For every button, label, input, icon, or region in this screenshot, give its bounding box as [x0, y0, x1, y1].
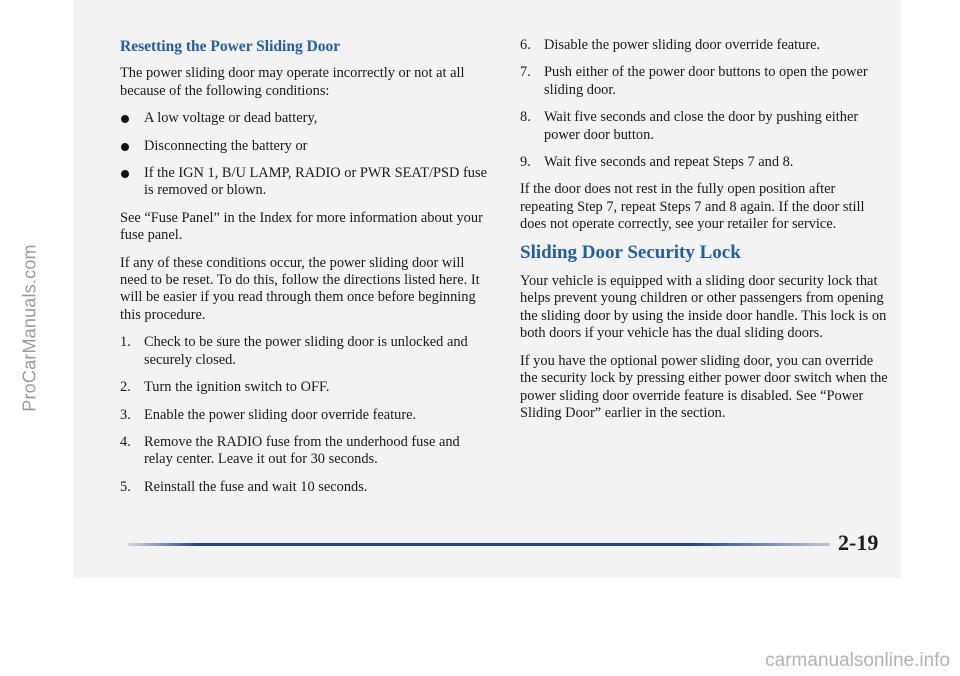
security-lock-paragraph-2: If you have the optional power sliding door, you can override the security lock by pressing either power door switch when the power sliding door override feature is disabled. See “Power Sliding Door” earlier in the section. — [520, 352, 888, 421]
door-not-rest-paragraph: If the door does not rest in the fully open position after repeating Step 7, repeat Steps 7 and 8 again. If the door still does not operate correctly, see your retailer for service. — [520, 181, 865, 233]
step-number: 5. — [120, 478, 131, 495]
step-text: Reinstall the fuse and wait 10 seconds. — [144, 478, 368, 495]
step-number: 8. — [520, 109, 531, 126]
condition-item — [120, 138, 492, 155]
footer-watermark: carmanualsonline.info — [765, 650, 950, 671]
step-item — [520, 37, 888, 54]
right-column — [520, 34, 888, 432]
step-text: Enable the power sliding door override feature. — [144, 406, 417, 423]
bullet-icon — [121, 170, 129, 178]
condition-text: If the IGN 1, B/U LAMP, RADIO or PWR SEAT/PSD fuse is removed or blown. — [144, 165, 487, 199]
step-item — [520, 109, 888, 144]
bullet-icon — [121, 115, 129, 123]
left-column — [120, 34, 492, 506]
step-item — [520, 154, 888, 171]
page-number: 2-19 — [838, 530, 879, 555]
condition-text: A low voltage or dead battery, — [144, 110, 318, 127]
footer-rule — [128, 543, 830, 546]
step-text: Check to be sure the power sliding door is unlocked and securely closed. — [144, 334, 468, 368]
condition-text: Disconnecting the battery or — [144, 137, 308, 154]
intro-paragraph: The power sliding door may operate incorrectly or not at all because of the following conditions: — [120, 65, 465, 99]
step-number: 4. — [120, 433, 131, 450]
reset-instructions-paragraph: If any of these conditions occur, the power sliding door will need to be reset. To do this, follow the directions listed here. It will be easier if you read through them once before beginning this procedure. — [120, 254, 480, 323]
bullet-icon — [121, 143, 129, 151]
steps-list-left — [120, 334, 492, 496]
step-text: Turn the ignition switch to OFF. — [144, 379, 330, 396]
condition-item — [120, 165, 492, 200]
step-text: Wait five seconds and close the door by pushing either power door button. — [544, 109, 859, 143]
step-item — [120, 334, 492, 369]
step-number: 3. — [120, 406, 131, 423]
step-item — [120, 407, 492, 424]
fuse-panel-reference: See “Fuse Panel” in the Index for more information about your fuse panel. — [120, 209, 483, 244]
side-watermark-text: ProCarManuals.com — [19, 244, 40, 412]
step-text: Wait five seconds and repeat Steps 7 and 8. — [544, 154, 794, 171]
step-text: Remove the RADIO fuse from the underhood fuse and relay center. Leave it out for 30 seconds. — [144, 433, 460, 468]
step-item — [120, 479, 492, 496]
conditions-list — [120, 110, 492, 200]
step-item — [520, 64, 888, 99]
section-heading-reset: Resetting the Power Sliding Door — [120, 38, 341, 55]
step-item — [120, 379, 492, 396]
step-text: Disable the power sliding door override feature. — [544, 37, 821, 53]
step-item — [120, 434, 492, 469]
step-number: 2. — [120, 379, 131, 396]
step-number: 1. — [120, 334, 131, 351]
steps-list-right — [520, 37, 888, 171]
step-number: 6. — [520, 37, 531, 53]
condition-item — [120, 110, 492, 127]
step-number: 7. — [520, 64, 531, 81]
step-number: 9. — [520, 154, 531, 171]
section-heading-security-lock: Sliding Door Security Lock — [520, 241, 741, 263]
step-text: Push either of the power door buttons to open the power sliding door. — [544, 64, 868, 98]
security-lock-paragraph-1: Your vehicle is equipped with a sliding door security lock that helps prevent young children or other passengers from opening the sliding door by using the inside door handle. This lock is on both doors if your vehicle has the dual sliding doors. — [520, 273, 887, 342]
